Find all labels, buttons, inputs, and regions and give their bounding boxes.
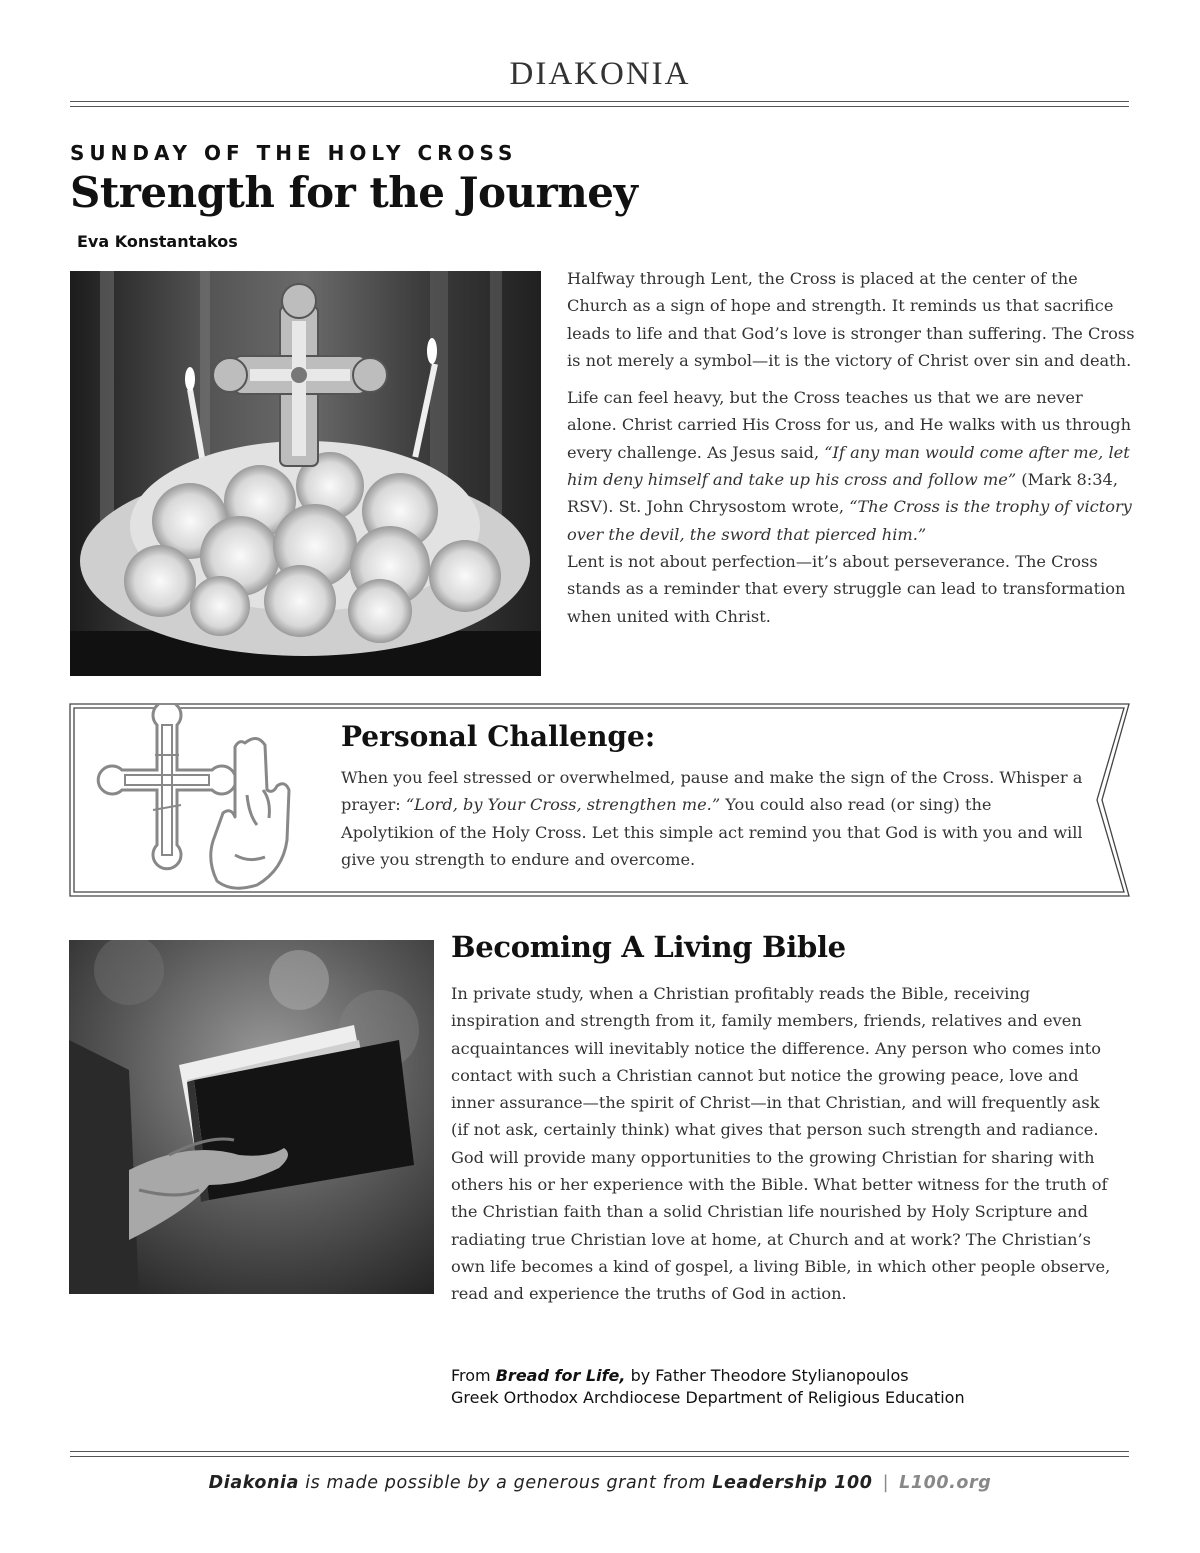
article-body bbox=[567, 265, 1137, 640]
bible-section-title: Becoming A Living Bible bbox=[451, 930, 846, 964]
source-citation bbox=[451, 1365, 965, 1409]
text-run: You could also read (or sing) the Apolytikion of the Holy Cross. Let this simple act remind you that God is with you and will give you strength to endure and overcome. bbox=[341, 795, 1083, 869]
footer bbox=[0, 1473, 1200, 1493]
challenge-text bbox=[341, 764, 1086, 873]
footer-separator: | bbox=[882, 1473, 890, 1493]
article-title: Strength for the Journey bbox=[70, 168, 638, 217]
hands-holding-bible-photo bbox=[69, 940, 434, 1294]
footer-sponsor: Leadership 100 bbox=[712, 1473, 873, 1493]
text-run: When you feel stressed or overwhelmed, pause and make the sign of the Cross. Whisper a prayer: bbox=[341, 768, 1083, 815]
text-run: Life can feel heavy, but the Cross teaches us that we are never alone. Christ carried His Cross for us, and He walks with us through every challenge. As Jesus said, bbox=[567, 388, 1132, 462]
article-paragraph: Lent is not about perfection—it’s about perseverance. The Cross stands as a reminder that every struggle can lead to transformation when united with Christ. bbox=[567, 551, 1126, 626]
source-org: Greek Orthodox Archdiocese Department of Religious Education bbox=[451, 1388, 965, 1407]
bible-section-text: In private study, when a Christian profitably reads the Bible, receiving inspiration and strength from it, family members, friends, relatives and even acquaintances will inevitably notice the difference. Any person who comes into contact with such a Christian cannot but notice the growing peace, love and inner assurance—the spirit of Christ—in that Christian, and will frequently ask (if not ask, certainly think) what gives that person such strength and radiance. God will provide many opportunities to the growing Christian for sharing with others his or her experience with the Bible. What better witness for the truth of the Christian faith than a solid Christian life nourished by Holy Scripture and radiating true Christian love at home, at Church and at work? The Christian’s own life becomes a kind of gospel, a living Bible, in which other people observe, read and experience the truths of God in action. bbox=[451, 984, 1111, 1304]
footer-url-link[interactable]: L100.org bbox=[899, 1473, 992, 1493]
footer-text: is made possible by a generous grant from bbox=[299, 1473, 713, 1493]
challenge-title: Personal Challenge: bbox=[341, 720, 656, 753]
text-run: From bbox=[451, 1366, 496, 1385]
masthead: DIAKONIA bbox=[509, 56, 691, 92]
source-line bbox=[451, 1365, 965, 1387]
header-rule bbox=[70, 101, 1129, 107]
cross-icon bbox=[95, 705, 305, 895]
text-run: (Mark 8:34, RSV). St. John Chrysostom wrote, bbox=[567, 470, 1118, 517]
article-author: Eva Konstantakos bbox=[77, 232, 238, 251]
article-paragraph bbox=[567, 384, 1137, 548]
footer-rule bbox=[70, 1451, 1129, 1457]
holy-cross-flowers-photo bbox=[70, 271, 541, 676]
prayer-quote: “Lord, by Your Cross, strengthen me.” bbox=[405, 795, 721, 815]
chrysostom-quote: “The Cross is the trophy of victory over the devil, the sword that pierced him.” bbox=[567, 497, 1132, 544]
scripture-quote: “If any man would come after me, let him deny himself and take up his cross and follow me” bbox=[567, 442, 1130, 490]
footer-brand: Diakonia bbox=[208, 1473, 300, 1493]
article-kicker: SUNDAY OF THE HOLY CROSS bbox=[70, 141, 518, 165]
article-paragraph: Halfway through Lent, the Cross is placed at the center of the Church as a sign of hope and strength. It reminds us that sacrifice leads to life and that God’s love is stronger than suffering. The Cross is not merely a symbol—it is the victory of Christ over sin and death. bbox=[567, 269, 1135, 370]
blessing-hand-icon bbox=[211, 738, 289, 888]
text-run: by Father Theodore Stylianopoulos bbox=[625, 1366, 909, 1385]
book-title: Bread for Life, bbox=[495, 1366, 626, 1385]
